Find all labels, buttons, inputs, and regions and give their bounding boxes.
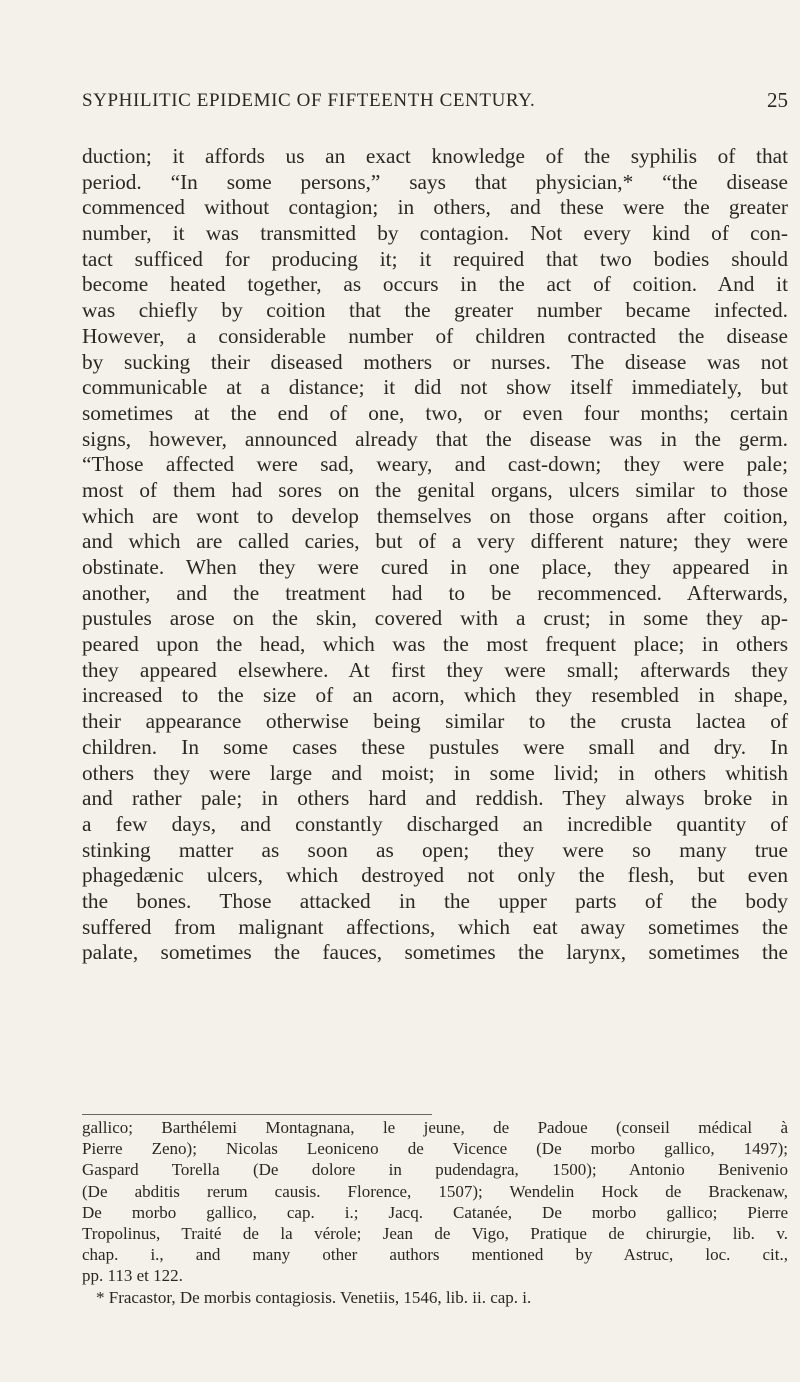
text-line: stinking matter as soon as open; they were so many true <box>82 837 788 862</box>
text-line: period. “In some persons,” says that physician,* “the disease <box>82 169 788 194</box>
text-line: the bones. Those attacked in the upper parts of the body <box>82 888 788 913</box>
running-head: SYPHILITIC EPIDEMIC OF FIFTEENTH CENTURY. <box>82 90 536 111</box>
text-line: a few days, and constantly discharged an incredible quantity of <box>82 811 788 836</box>
text-line: commenced without contagion; in others, and these were the greater <box>82 195 788 220</box>
text-line: children. In some cases these pustules were small and dry. In <box>82 734 788 759</box>
footnote-line: Tropolinus, Traité de la vérole; Jean de Vigo, Pratique de chirurgie, lib. v. <box>82 1223 788 1243</box>
text-line: palate, sometimes the fauces, sometimes the larynx, sometimes the <box>82 940 788 965</box>
footnote-line: Pierre Zeno); Nicolas Leoniceno de Vicence (De morbo gallico, 1497); <box>82 1139 788 1159</box>
text-line: number, it was transmitted by contagion. Not every kind of con- <box>82 221 788 246</box>
footnote-line: (De abditis rerum causis. Florence, 1507); Wendelin Hock de Brackenaw, <box>82 1181 788 1201</box>
main-text <box>82 144 788 966</box>
text-line: they appeared elsewhere. At first they were small; afterwards they <box>82 657 788 682</box>
text-line: duction; it affords us an exact knowledge of the syphilis of that <box>82 144 788 168</box>
text-line: others they were large and moist; in some livid; in others whitish <box>82 760 788 785</box>
footnote-fracastor: * Fracastor, De morbis contagiosis. Venetiis, 1546, lib. ii. cap. i. <box>96 1287 532 1307</box>
footnote-line: gallico; Barthélemi Montagnana, le jeune, de Padoue (conseil médical à <box>82 1118 788 1137</box>
text-line: was chiefly by coition that the greater number became infected. <box>82 298 788 323</box>
text-line: obstinate. When they were cured in one place, they appeared in <box>82 555 788 579</box>
text-line: by sucking their diseased mothers or nurses. The disease was not <box>82 349 788 374</box>
text-line: and which are called caries, but of a very different nature; they were <box>82 529 788 554</box>
page-number: 25 <box>767 88 788 112</box>
text-line: become heated together, as occurs in the act of coition. And it <box>82 272 788 297</box>
text-line: “Those affected were sad, weary, and cast-down; they were pale; <box>82 452 788 477</box>
footnote-line: Gaspard Torella (De dolore in pudendagra, 1500); Antonio Benivenio <box>82 1160 788 1180</box>
text-line: and rather pale; in others hard and reddish. They always broke in <box>82 786 788 811</box>
footnote-line: pp. 113 et 122. <box>82 1266 183 1286</box>
text-line: However, a considerable number of children contracted the disease <box>82 323 788 348</box>
text-line: suffered from malignant affections, which eat away sometimes the <box>82 914 788 939</box>
footnote-divider <box>82 1114 432 1115</box>
footnote-line: chap. i., and many other authors mentioned by Astruc, loc. cit., <box>82 1245 788 1265</box>
text-line: their appearance otherwise being similar to the crusta lactea of <box>82 709 788 734</box>
text-line: increased to the size of an acorn, which they resembled in shape, <box>82 683 788 708</box>
text-line: signs, however, announced already that the disease was in the germ. <box>82 426 788 451</box>
text-line: sometimes at the end of one, two, or even four months; certain <box>82 400 788 425</box>
text-line: tact sufficed for producing it; it required that two bodies should <box>82 246 788 271</box>
text-line: phagedænic ulcers, which destroyed not only the flesh, but even <box>82 863 788 888</box>
text-line: communicable at a distance; it did not show itself immediately, but <box>82 375 788 400</box>
page-header <box>82 86 788 114</box>
text-line: which are wont to develop themselves on those organs after coition, <box>82 503 788 528</box>
text-line: pustules arose on the skin, covered with a crust; in some they ap- <box>82 606 788 631</box>
footnotes <box>82 1117 788 1308</box>
footnote-line: De morbo gallico, cap. i.; Jacq. Catanée, De morbo gallico; Pierre <box>82 1202 788 1222</box>
text-line: peared upon the head, which was the most frequent place; in others <box>82 632 788 657</box>
text-line: most of them had sores on the genital organs, ulcers similar to those <box>82 477 788 502</box>
text-line: another, and the treatment had to be recommenced. Afterwards, <box>82 580 788 605</box>
